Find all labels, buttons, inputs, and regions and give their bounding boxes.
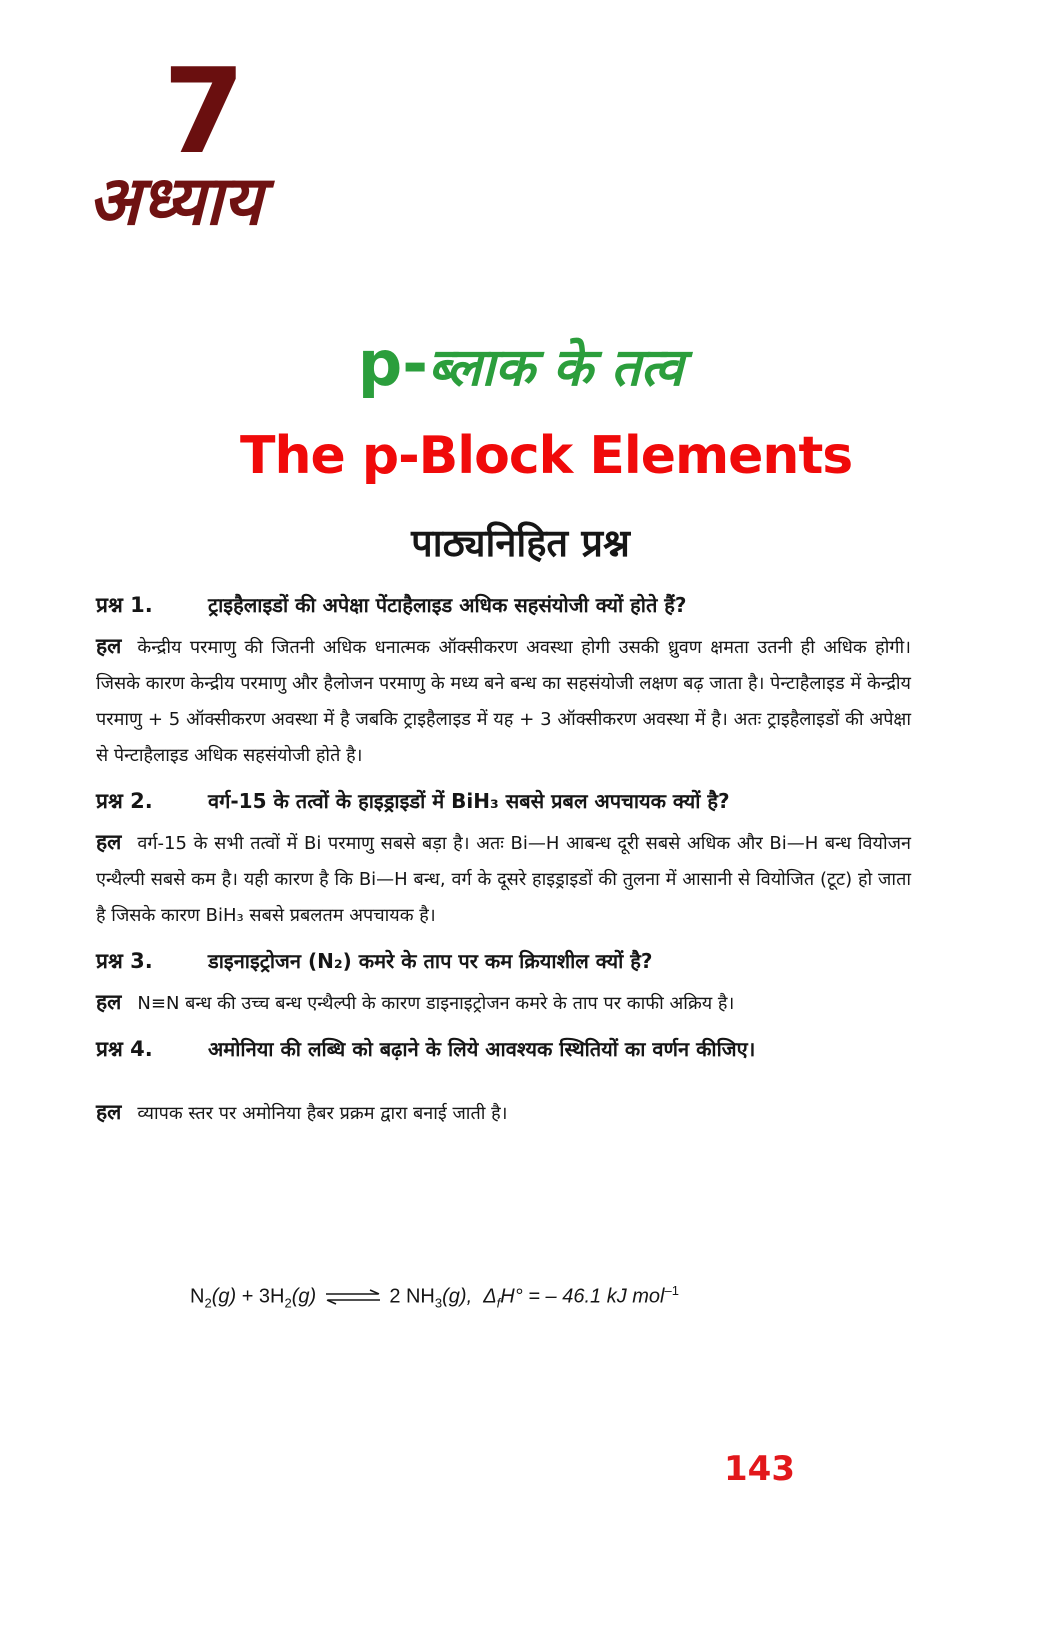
- question-2: [96, 786, 911, 816]
- question-text: अमोनिया की लब्धि को बढ़ाने के लिये आवश्यक स्थितियों का वर्णन कीजिए।: [208, 1037, 756, 1061]
- chapter-title-english: The p-Block Elements: [240, 426, 853, 486]
- section-heading: पाठ्यनिहित प्रश्न: [411, 521, 630, 565]
- question-label: प्रश्न 4.: [96, 1037, 153, 1061]
- question-text: ट्राइहैलाइडों की अपेक्षा पेंटाहैलाइड अधिक सहसंयोजी क्यों होते हैं?: [208, 593, 687, 617]
- answer-text: N≡N बन्ध की उच्च बन्ध एन्थैल्पी के कारण डाइनाइट्रोजन कमरे के ताप पर काफी अक्रिय है।: [137, 993, 735, 1014]
- equilibrium-arrow-icon: [324, 1289, 382, 1305]
- question-3: [96, 946, 911, 976]
- eq-n: N: [190, 1285, 205, 1308]
- question-label: प्रश्न 2.: [96, 789, 153, 813]
- question-label: प्रश्न 3.: [96, 949, 153, 973]
- answer-label: हल: [96, 830, 122, 854]
- chapter-title-hindi-text: ब्लाक के तत्व: [427, 338, 684, 398]
- eq-unit-sup: –1: [664, 1283, 679, 1298]
- question-4: [96, 1034, 911, 1064]
- chapter-title-hindi: [0, 327, 1041, 400]
- eq-delta-sub: f: [496, 1295, 501, 1311]
- eq-n-state: (g): [211, 1285, 237, 1308]
- chapter-number: 7: [163, 42, 244, 180]
- qa-content: [96, 590, 911, 1144]
- answer-label: हल: [96, 634, 122, 658]
- answer-3: [96, 984, 911, 1022]
- page-number: 143: [724, 1449, 795, 1489]
- question-label: प्रश्न 1.: [96, 593, 153, 617]
- eq-delta: Δ: [483, 1285, 497, 1308]
- chapter-word: अध्याय: [88, 162, 263, 241]
- eq-h-sub: 2: [284, 1295, 292, 1311]
- eq-nh3-sub: 3: [434, 1295, 443, 1311]
- question-text: डाइनाइट्रोजन (N₂) कमरे के ताप पर कम क्रियाशील क्यों है?: [208, 949, 653, 973]
- question-1: [96, 590, 911, 620]
- answer-2: [96, 824, 911, 934]
- question-text: वर्ग-15 के तत्वों के हाइड्राइडों में BiH₃ सबसे प्रबल अपचायक क्यों है?: [208, 789, 730, 813]
- haber-equation: [190, 1276, 679, 1319]
- answer-text: व्यापक स्तर पर अमोनिया हैबर प्रक्रम द्वारा बनाई जाती है।: [137, 1103, 508, 1124]
- eq-nh3-state: (g),: [442, 1285, 473, 1308]
- eq-nh3: 2 NH: [389, 1285, 435, 1308]
- answer-text: केन्द्रीय परमाणु की जितनी अधिक धनात्मक ऑक्सीकरण अवस्था होगी उसकी ध्रुवण क्षमता उतनी ही अधिक होगी। जिसके कारण केन्द्रीय परमाणु और हैलोजन परमाणु के मध्य बने बन्ध का सहसंयोजी लक्षण बढ़ जाता है। पेन्टाहैलाइड में केन्द्रीय परमाणु + 5 ऑक्सीकरण अवस्था में है जबकि ट्राइहैलाइड में यह + 3 ऑक्सीकरण अवस्था में है। अतः ट्राइहैलाइडों की अपेक्षा से पेन्टाहैलाइड अधिक सहसंयोजी होते है।: [96, 637, 911, 766]
- answer-1: [96, 628, 911, 774]
- answer-label: हल: [96, 1100, 122, 1124]
- answer-4: [96, 1094, 911, 1132]
- eq-enthalpy: H° = – 46.1 kJ mol: [500, 1285, 665, 1308]
- eq-h: + 3H: [236, 1285, 285, 1308]
- answer-text: वर्ग-15 के सभी तत्वों में Bi परमाणु सबसे बड़ा है। अतः Bi—H आबन्ध दूरी सबसे अधिक और Bi—H बन्ध वियोजन एन्थैल्पी सबसे कम है। यही कारण है कि Bi—H बन्ध, वर्ग के दूसरे हाइड्राइडों की तुलना में आसानी से वियोजित (टूट) हो जाता है जिसके कारण BiH₃ सबसे प्रबलतम अपचायक है।: [96, 833, 911, 926]
- chapter-title-hindi-prefix: p-: [357, 327, 428, 400]
- eq-h-state: (g): [291, 1285, 317, 1308]
- eq-n-sub: 2: [204, 1295, 212, 1311]
- answer-label: हल: [96, 990, 122, 1014]
